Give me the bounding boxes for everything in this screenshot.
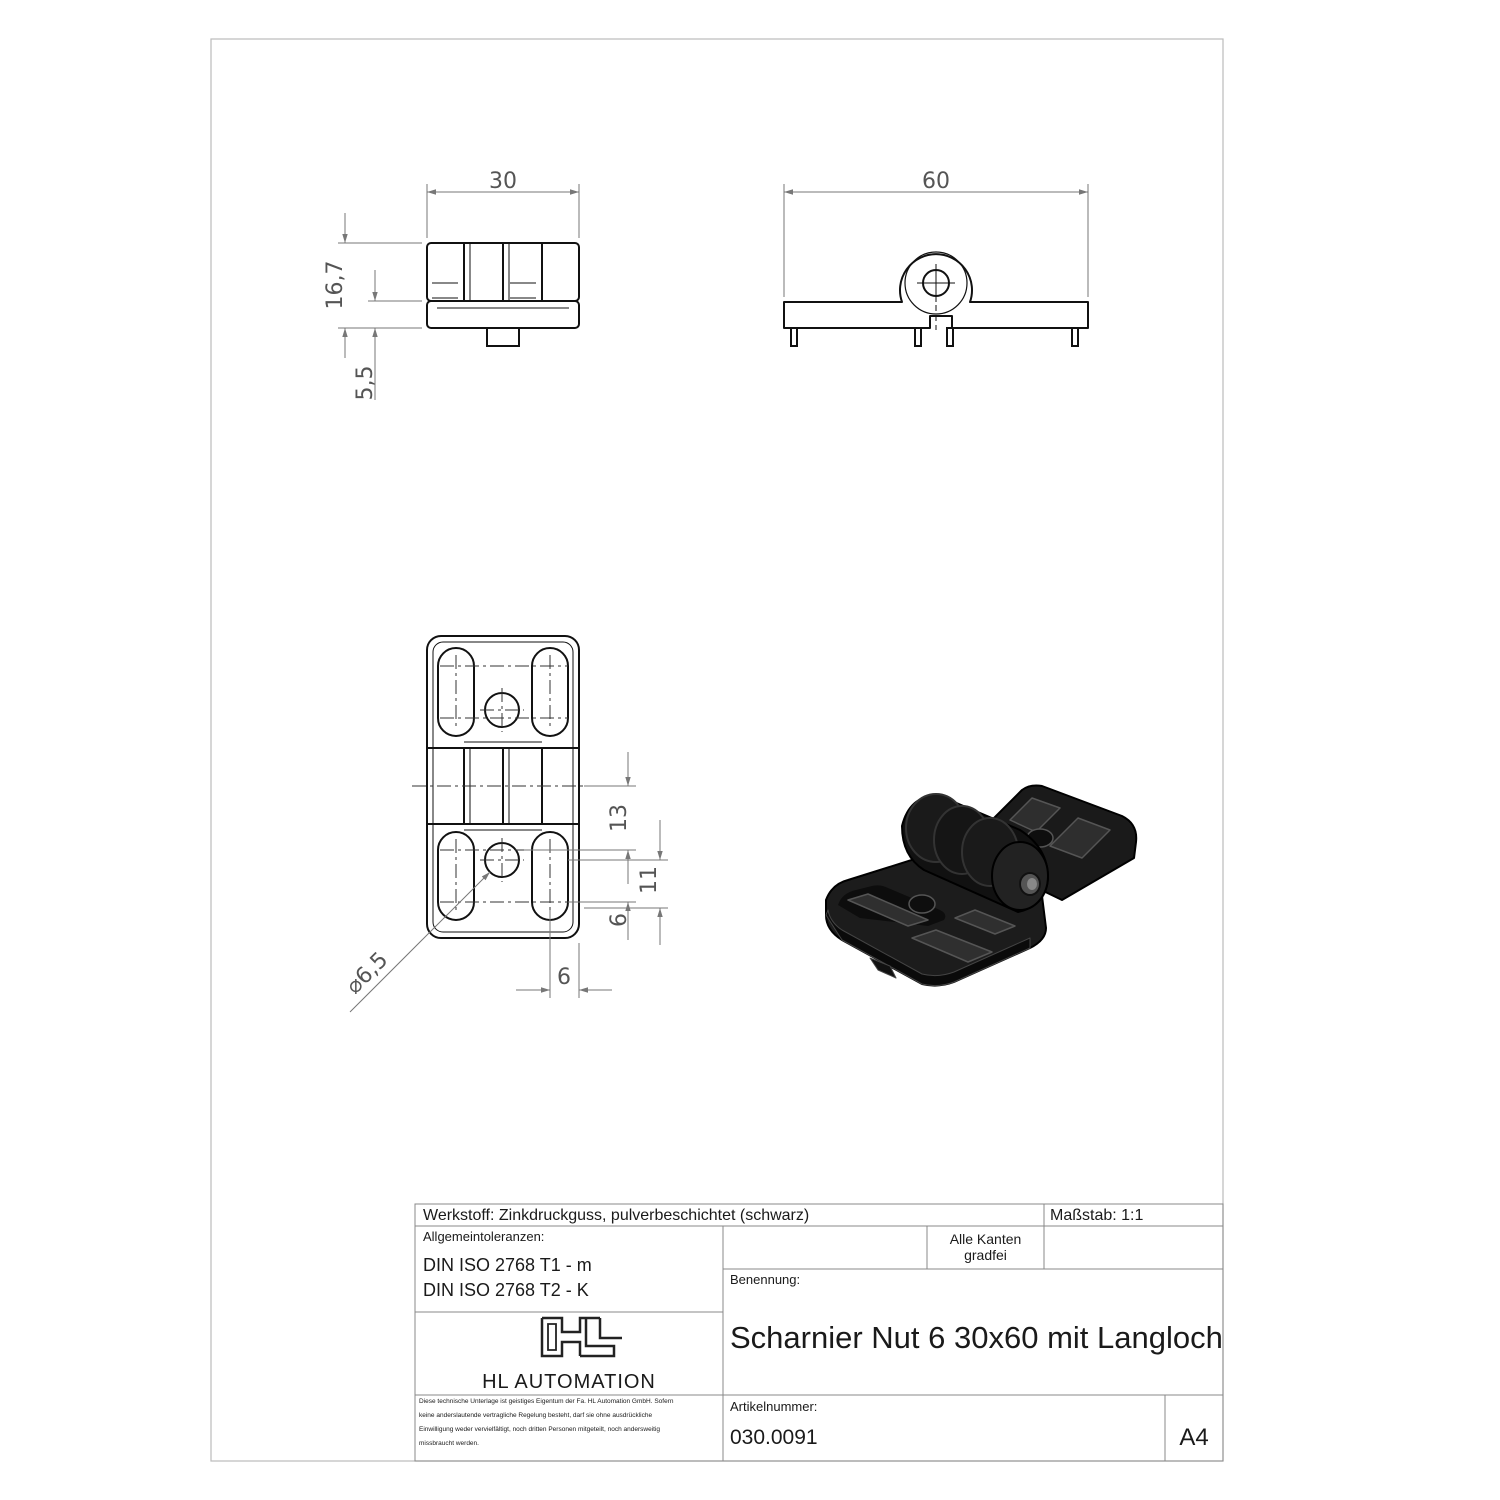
company-name: HL AUTOMATION: [482, 1371, 656, 1393]
isometric-view: [826, 786, 1136, 986]
dim-nut-depth: 5,5: [353, 365, 378, 401]
tolerances-label: Allgemeintoleranzen:: [423, 1229, 545, 1244]
name-label: Benennung:: [730, 1272, 801, 1287]
dim-edge-y: 6: [607, 913, 632, 927]
article-label: Artikelnummer:: [730, 1399, 818, 1414]
top-view: [427, 636, 579, 938]
disclaimer-line-1: Diese technische Unterlage ist geistiges Eigentum der Fa. HL Automation GmbH. Sofern: [419, 1398, 674, 1405]
hl-automation-logo: [542, 1318, 622, 1356]
scale-text: Maßstab: 1:1: [1050, 1207, 1144, 1224]
dim-edge-x: 6: [557, 965, 571, 990]
format-text: A4: [1179, 1424, 1209, 1451]
article-number: 030.0091: [730, 1426, 818, 1449]
tolerance-1: DIN ISO 2768 T1 - m: [423, 1255, 592, 1275]
material-text: Werkstoff: Zinkdruckguss, pulverbeschichtet (schwarz): [423, 1207, 810, 1224]
edges-line-1: Alle Kanten: [949, 1231, 1022, 1247]
dim-side-length: 60: [922, 169, 950, 194]
part-name: Scharnier Nut 6 30x60 mit Langloch: [730, 1320, 1223, 1355]
front-view: [427, 243, 579, 346]
dim-height: 16,7: [323, 260, 348, 310]
dim-front-width: 30: [489, 169, 517, 194]
dim-pitch-13: 13: [607, 804, 632, 832]
tolerance-2: DIN ISO 2768 T2 - K: [423, 1280, 589, 1300]
sheet-border: [211, 39, 1223, 1461]
dim-hole-diameter: ⌀6,5: [341, 947, 394, 1000]
edges-line-2: gradfei: [964, 1247, 1007, 1263]
dim-pitch-11: 11: [637, 866, 662, 894]
disclaimer-line-3: Einwilligung weder vervielfältigt, noch dritten Personen mitgeteilt, noch andersweitig: [419, 1426, 660, 1433]
side-view: [784, 252, 1088, 346]
disclaimer-line-4: missbraucht werden.: [419, 1440, 479, 1447]
disclaimer-line-2: keine anderslautende vertragliche Regelung besteht, darf sie ohne ausdrückliche: [419, 1412, 653, 1419]
